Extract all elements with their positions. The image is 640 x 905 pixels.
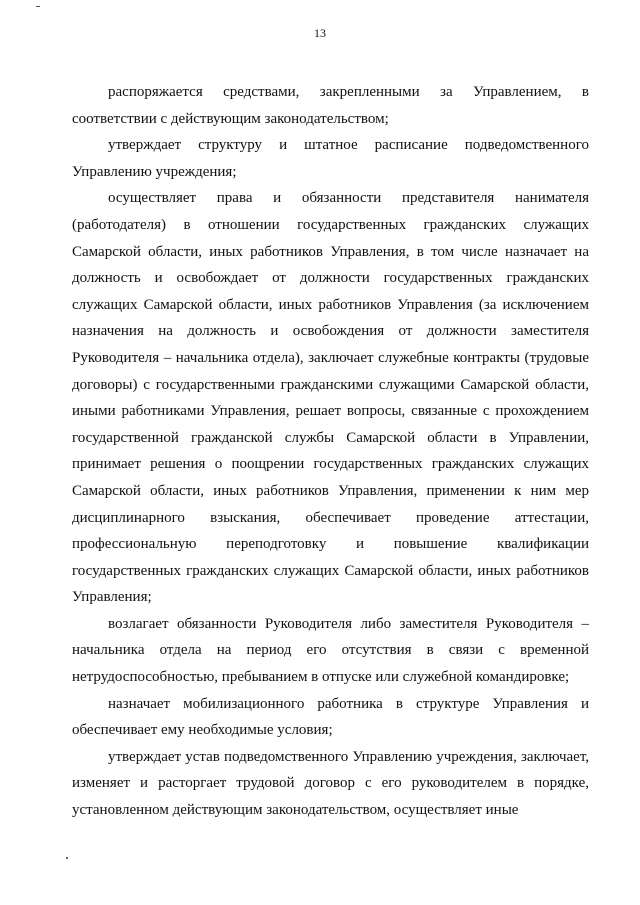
paragraph-duties-delegation: возлагает обязанности Руководителя либо заместителя Руководителя – начальника отдела на период его отсутствия в связи с временной нетрудоспособностью, пребыванием в отпуске или служебной командировке; [72, 615, 589, 686]
body-text [72, 79, 589, 824]
paragraph-funds: распоряжается средствами, закрепленными за Управлением, в соответствии с действующим законодательством; [72, 84, 589, 127]
paragraph-charter-approval: утверждает устав подведомственного Управлению учреждения, заключает, изменяет и расторгает трудовой договор с его руководителем в порядке, установленном действующим законодательством, осуществляет иные [72, 748, 589, 819]
scan-speck [36, 6, 40, 7]
paragraph-structure: утверждает структуру и штатное расписание подведомственного Управлению учреждения; [72, 137, 589, 180]
scan-speck [66, 857, 68, 859]
page-number: 13 [314, 26, 326, 40]
paragraph-employer-rights: осуществляет права и обязанности представителя нанимателя (работодателя) в отношении государственных гражданских служащих Самарской области, иных работников Управления, в том числе назначает на должность и освобождает от должности государственных гражданских служащих Самарской области, иных работников Управления (за исключением назначения на должность и освобождения от должности заместителя Руководителя – начальника отдела), заключает служебные контракты (трудовые договоры) с государственными гражданскими служащими Самарской области, иными работниками Управления, решает вопросы, связанные с прохождением государственной гражданской службы Самарской области в Управлении, принимает решения о поощрении государственных гражданских служащих Самарской области, иных работников Управления, применении к ним мер дисциплинарного взыскания, обеспечивает проведение аттестации, профессиональную переподготовку и повышение квалификации государственных гражданских служащих Самарской области, иных работников Управления; [72, 190, 589, 606]
paragraph-mobilization-worker: назначает мобилизационного работника в структуре Управления и обеспечивает ему необходимые условия; [72, 695, 589, 739]
